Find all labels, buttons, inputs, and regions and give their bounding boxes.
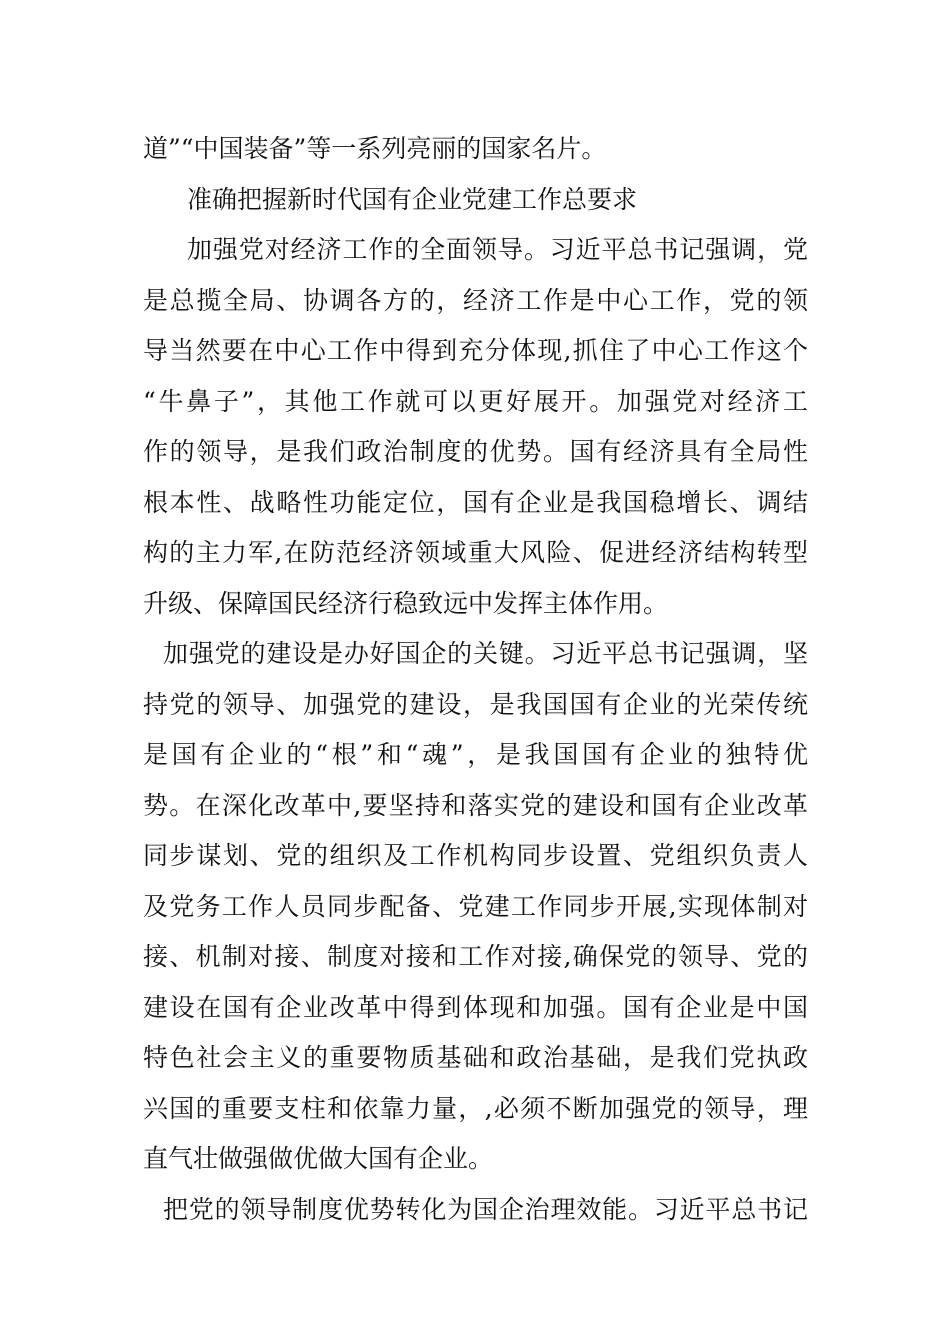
paragraph-continuation [143, 124, 808, 175]
text-line: 导当然要在中心工作中得到充分体现,抓住了中心工作这个 [143, 336, 808, 365]
document-body [143, 124, 808, 1235]
text-line: 升级、保障国民经济行稳致远中发挥主体作用。 [143, 588, 669, 618]
paragraph-economic-leadership [143, 225, 808, 629]
text-line: 建设在国有企业改革中得到体现和加强。国有企业是中国 [143, 992, 808, 1022]
text-line: 是国有企业的“根”和“魂”，是我国国有企业的独特优 [143, 740, 808, 769]
text-line: 及党务工作人员同步配备、党建工作同步开展,实现体制对 [143, 891, 808, 921]
text-line: 持党的领导、加强党的建设，是我国国有企业的光荣传统 [143, 689, 808, 719]
text-line: 加强党对经济工作的全面领导。习近平总书记强调，党 [187, 235, 808, 264]
text-line: 接、机制对接、制度对接和工作对接,确保党的领导、党的 [143, 942, 808, 971]
section-heading [143, 175, 808, 226]
text-line: 加强党的建设是办好国企的关键。习近平总书记强调，坚 [163, 639, 808, 668]
text-line: “牛鼻子”，其他工作就可以更好展开。加强党对经济工 [143, 386, 808, 416]
text-line: 作的领导，是我们政治制度的优势。国有经济具有全局性 [143, 437, 808, 466]
text-line: 特色社会主义的重要物质基础和政治基础，是我们党执政 [143, 1043, 808, 1072]
text-line: 构的主力军,在防范经济领域重大风险、促进经济结构转型 [143, 538, 808, 567]
text-line: 把党的领导制度优势转化为国企治理效能。习近平总书记 [163, 1194, 808, 1224]
text-line: 兴国的重要支柱和依靠力量，,必须不断加强党的领导，理 [143, 1093, 808, 1123]
paragraph-party-building [143, 629, 808, 1185]
text-line: 直气壮做强做优做大国有企业。 [143, 1144, 494, 1173]
text-line: 同步谋划、党的组织及工作机构同步设置、党组织负责人 [143, 841, 808, 870]
heading-line: 准确把握新时代国有企业党建工作总要求 [187, 184, 638, 214]
text-line: 势。在深化改革中,要坚持和落实党的建设和国有企业改革 [143, 790, 808, 820]
text-line: 道”“中国装备”等一系列亮丽的国家名片。 [143, 134, 607, 163]
text-line: 根本性、战略性功能定位，国有企业是我国稳增长、调结 [143, 487, 808, 517]
paragraph-governance [143, 1185, 808, 1236]
text-line: 是总揽全局、协调各方的，经济工作是中心工作，党的领 [143, 285, 808, 315]
